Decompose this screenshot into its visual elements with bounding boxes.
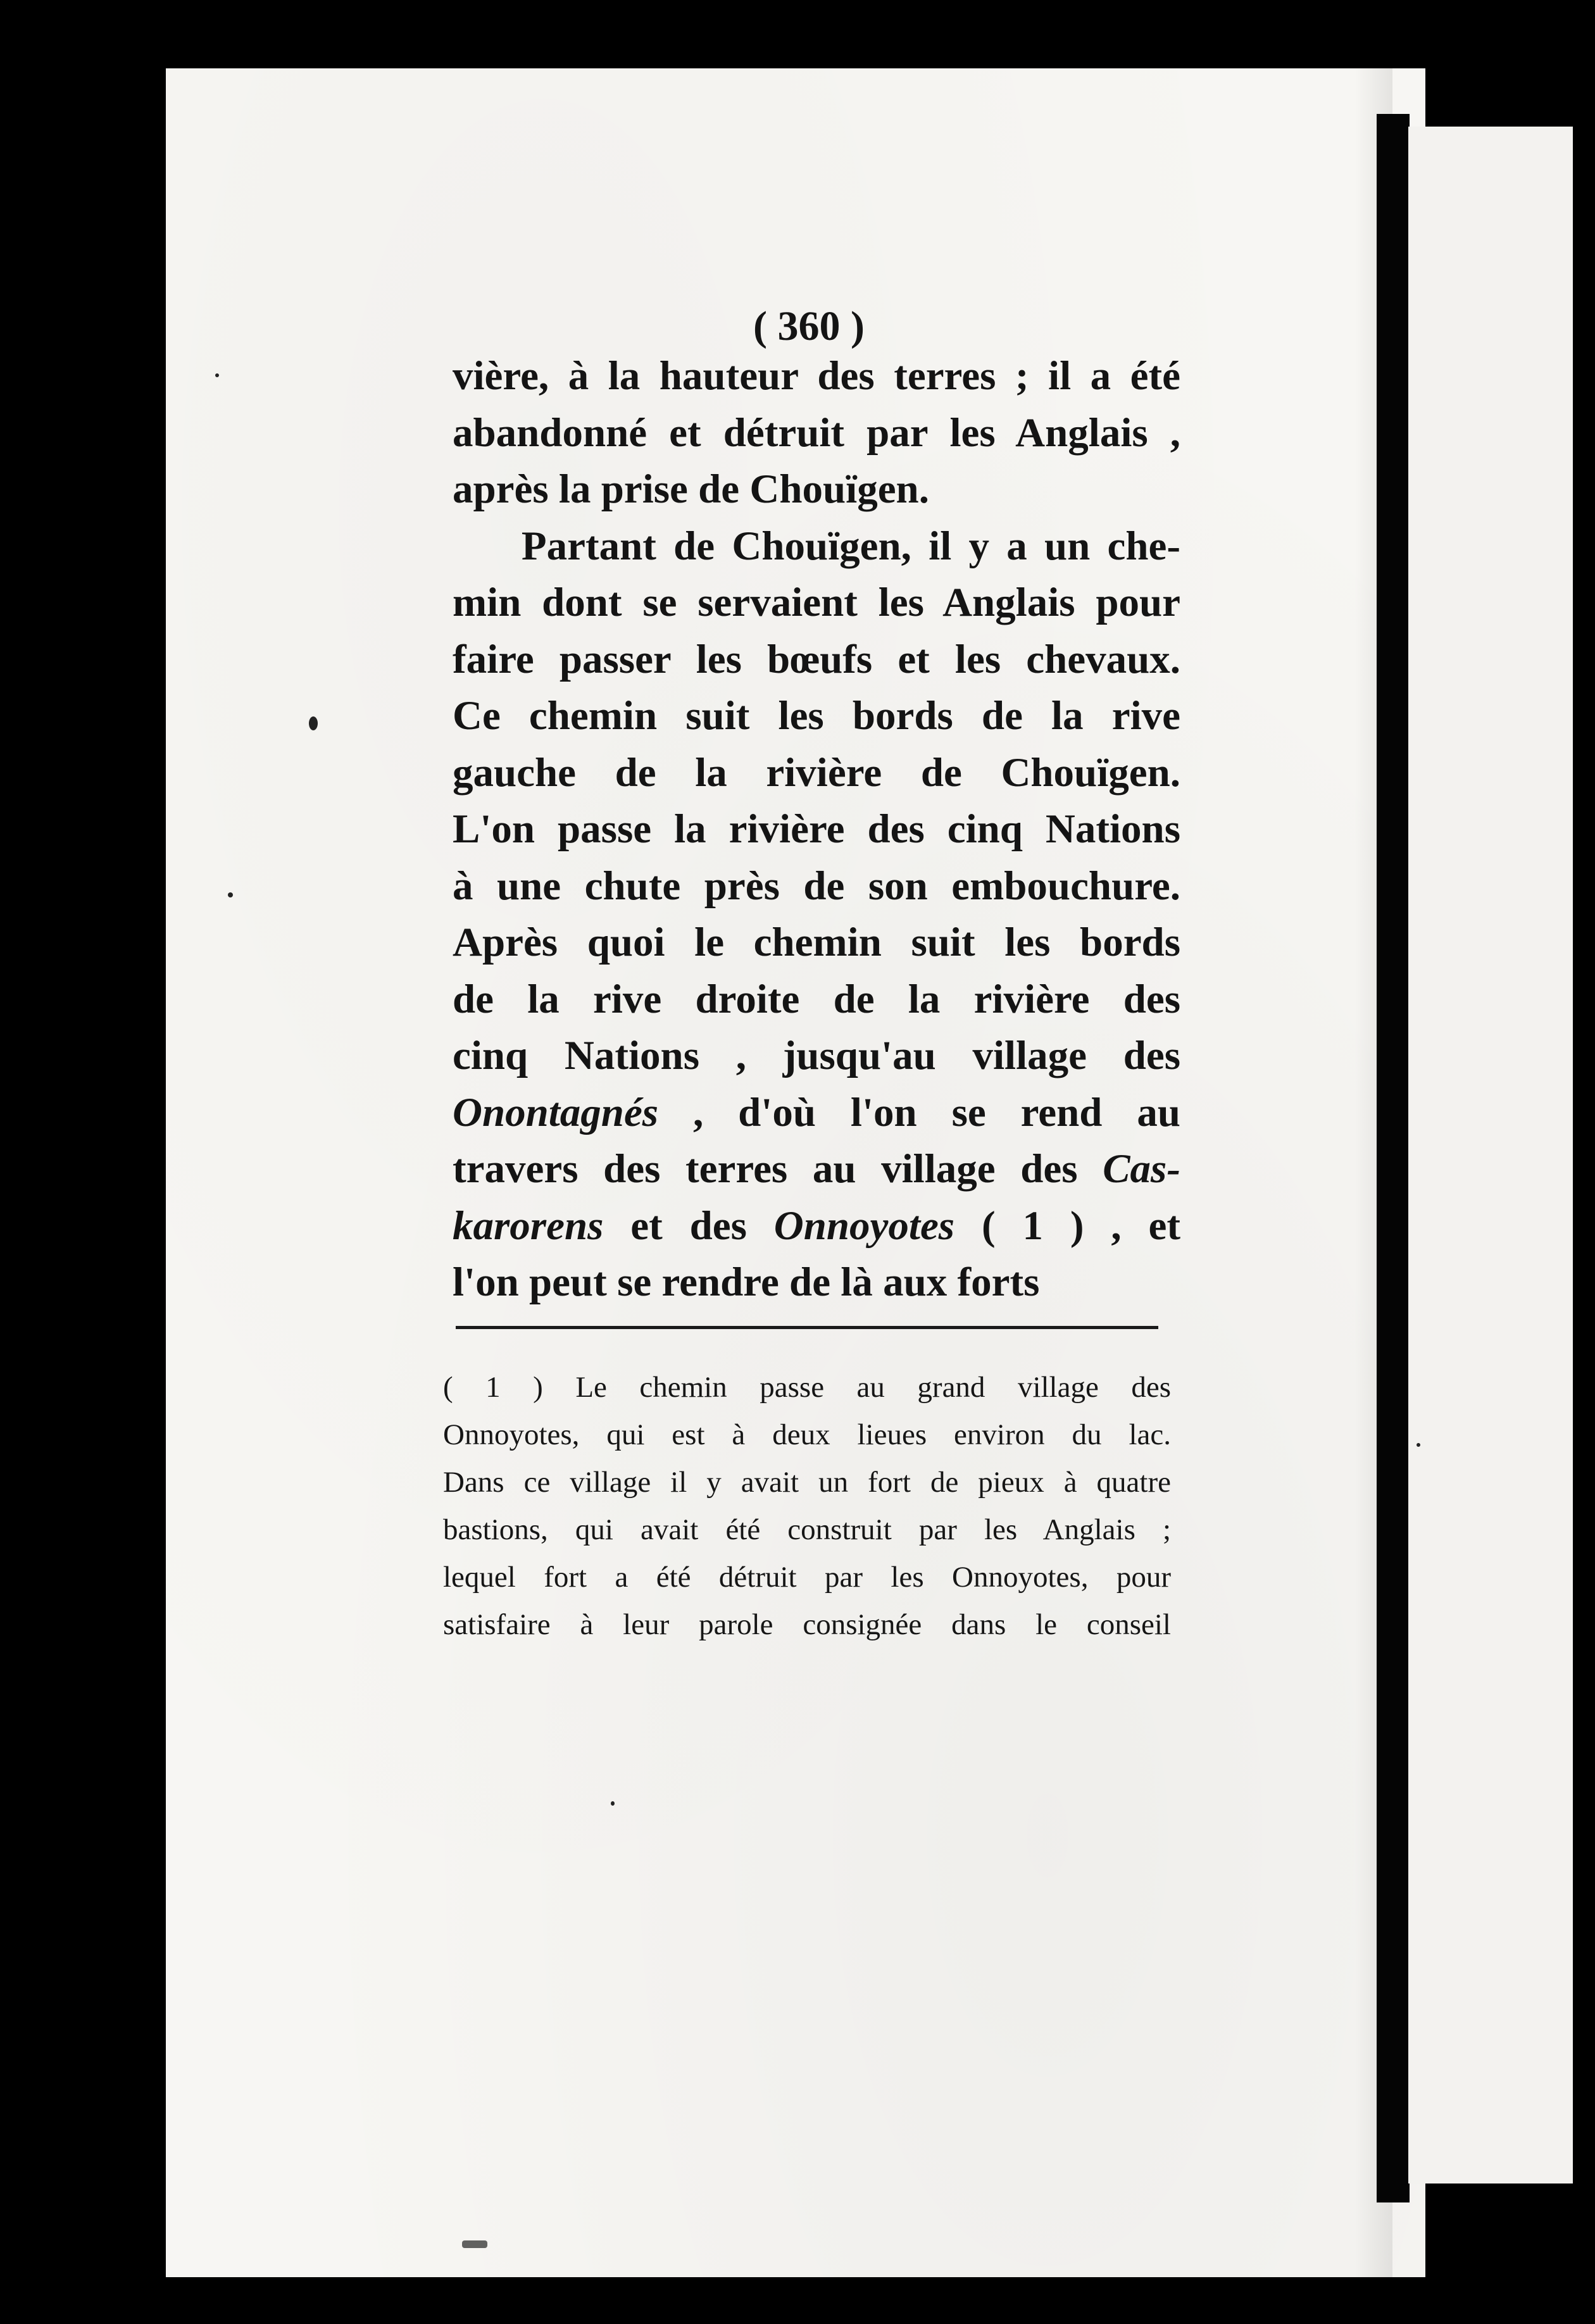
scan-speck <box>611 1801 615 1806</box>
text-segment: abandonné et détruit par les Anglais , <box>453 409 1180 456</box>
footnote-line: lequel fort a été détruit par les Onnoyotes, pour <box>443 1561 1171 1594</box>
text-line <box>453 575 1180 632</box>
italic-text: Onontagnés <box>453 1089 659 1135</box>
text-line <box>453 518 1180 575</box>
footnote-line: Dans ce village il y avait un fort de pieux à quatre <box>443 1466 1171 1499</box>
text-line <box>453 1141 1180 1198</box>
scan-speck <box>215 373 219 377</box>
text-line <box>453 858 1180 915</box>
text-segment: et des <box>603 1203 774 1249</box>
text-line <box>453 1028 1180 1085</box>
scan-speck <box>1417 1443 1420 1447</box>
text-segment: min dont se servaient les Anglais pour <box>453 580 1180 625</box>
facing-page-edge <box>1408 127 1573 2183</box>
footnote-line: satisfaire à leur parole consignée dans le conseil <box>443 1608 1171 1641</box>
text-segment: L'on passe la rivière des cinq Nations <box>453 806 1180 852</box>
text-segment: travers des terres au village des <box>453 1146 1103 1192</box>
scan-speck <box>228 892 233 897</box>
text-line <box>453 1254 1180 1311</box>
scan-speck <box>462 2240 487 2248</box>
text-segment: de la rive droite de la rivière des <box>453 976 1180 1022</box>
text-segment: à une chute près de son embouchure. <box>453 863 1180 909</box>
text-line <box>453 745 1180 802</box>
text-line <box>453 971 1180 1028</box>
italic-text: Cas- <box>1103 1146 1180 1192</box>
body-text <box>453 348 1180 1311</box>
footnote-line: ( 1 ) Le chemin passe au grand village des <box>443 1371 1171 1404</box>
text-line <box>453 405 1180 462</box>
text-line <box>453 688 1180 745</box>
scan-speck <box>309 716 318 730</box>
text-segment: Après quoi le chemin suit les bords <box>453 920 1180 965</box>
footnote-rule <box>456 1326 1158 1329</box>
text-segment: vière, à la hauteur des terres ; il a été <box>453 353 1180 399</box>
text-line <box>453 348 1180 405</box>
footnote-line: bastions, qui avait été construit par les Anglais ; <box>443 1513 1171 1546</box>
text-segment: cinq Nations , jusqu'au village des <box>453 1033 1180 1078</box>
text-line <box>453 801 1180 858</box>
footnote <box>443 1364 1171 1649</box>
italic-text: Onnoyotes <box>773 1203 955 1249</box>
text-segment: ( 1 ) , et <box>954 1203 1180 1249</box>
text-segment: Ce chemin suit les bords de la rive <box>453 693 1180 739</box>
text-segment: Partant de Chouïgen, il y a un che- <box>453 523 1180 569</box>
text-segment: , d'où l'on se rend au <box>658 1089 1180 1135</box>
text-line <box>453 1198 1180 1255</box>
text-segment: après la prise de Chouïgen. <box>453 466 929 512</box>
text-line <box>453 1085 1180 1142</box>
text-segment: gauche de la rivière de Chouïgen. <box>453 749 1180 796</box>
text-segment: faire passer les bœufs et les chevaux. <box>453 636 1180 682</box>
text-segment: l'on peut se rendre de là aux forts <box>453 1259 1040 1305</box>
text-line <box>453 915 1180 971</box>
page-number: ( 360 ) <box>753 303 865 349</box>
binding-edge <box>1377 114 1410 2202</box>
text-line <box>453 461 1180 518</box>
text-line <box>453 632 1180 689</box>
italic-text: karorens <box>453 1203 604 1249</box>
footnote-line: Onnoyotes, qui est à deux lieues environ du lac. <box>443 1418 1171 1451</box>
